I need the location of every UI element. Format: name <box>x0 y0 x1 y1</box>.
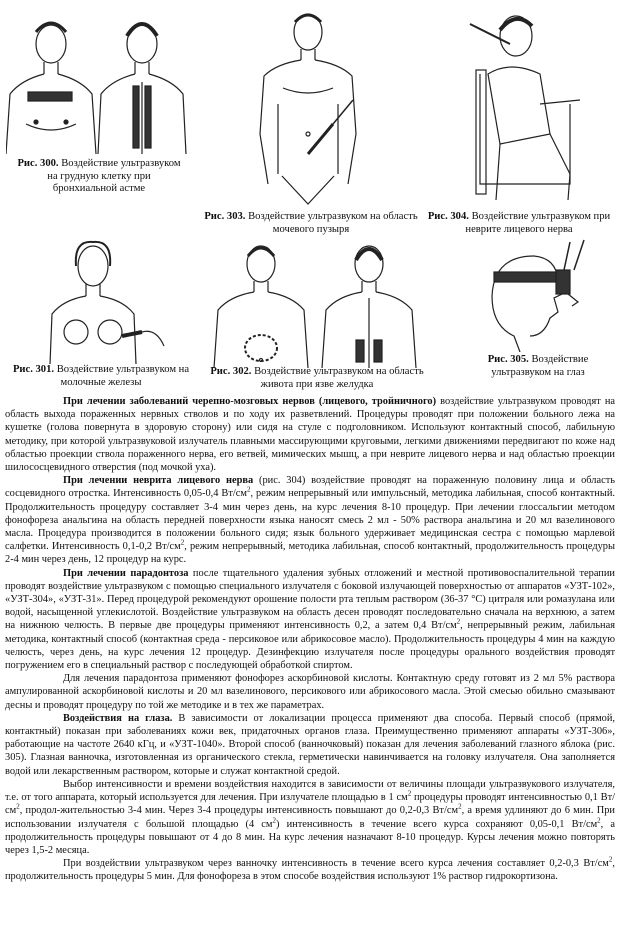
figure-number: Рис. 305. <box>487 354 529 365</box>
paragraph-text: , а продолжительность процедуры повышают от 4 до 8 мин. На курс лечения назначают 8-10 процедур. Курсы лечения можно повторять через 1,5-2 месяца. <box>5 818 616 856</box>
paragraph-text: (рис. 304) воздействие проводят на пораженную половину лица и область сосцевидного отростка. Интенсивность 0,05-0,4 Вт/см <box>5 475 615 500</box>
figure-number: Рис. 300. <box>17 158 59 169</box>
superscript: 2 <box>407 789 412 798</box>
paragraph-text: Выбор интенсивности и времени воздействия находится в зависимости от величины площади ультразвукового излучателя, т.е. от того аппарата, который используется для лечения. При излучателе площадью в 1 см <box>5 778 615 804</box>
paragraph-bath <box>5 857 615 883</box>
figure-number: Рис. 303. <box>204 211 246 222</box>
figure-caption-text: Воздействие ультразвуком на молочные железы <box>56 364 190 388</box>
paragraph-phonophoresis <box>5 672 615 712</box>
figure-305-caption <box>462 354 614 379</box>
superscript: 2 <box>246 485 251 494</box>
figure-301-illustration <box>38 236 168 364</box>
figure-caption-text: Воздействие ультразвуком на глаз <box>491 354 589 378</box>
figure-caption-text: Воздействие ультразвуком при неврите лицевого нерва <box>465 211 611 235</box>
figure-300-illustration <box>6 4 188 154</box>
paragraph-text: Для лечения парадонтоза применяют фонофорез аскорбиновой кислоты. Контактную среду готовят из 2 мл 5% раствора ампулированной аскорбиновой кислоты и 20 мл вазелинового, персикового или абрикосового масла. Этой смесью обильно смазывают десны и проводят процедуру по той же методике и в тех же параметрах. <box>5 673 615 711</box>
figure-caption-text: Воздействие ультразвуком на область живота при язве желудка <box>254 366 424 390</box>
paragraph-eyes <box>5 712 615 778</box>
paragraph-heading: При лечении заболеваний черепно-мозговых нервов (лицевого, тройничного) <box>63 396 437 407</box>
figure-304-caption <box>424 211 614 236</box>
figure-number: Рис. 304. <box>427 211 469 222</box>
paragraph-paradontosis <box>5 567 615 673</box>
figure-number: Рис. 302. <box>210 366 252 377</box>
figure-305-illustration <box>474 236 594 352</box>
paragraph-text: , а время удлиняют до 6 мин. При использовании излучателя с большой площадью (4 см <box>5 805 615 830</box>
paragraph-text: процедуры проводят интенсивностью 0,1 Вт/см <box>5 792 615 817</box>
superscript: 2 <box>608 855 613 864</box>
superscript: 2 <box>16 802 20 811</box>
figure-caption-text: Воздействие ультразвуком на область мочевого пузыря <box>248 211 418 235</box>
paragraph-text: , режим непрерывный, методика лабильная, способ контактный, продолжительность процедуры 2-4 мин через день, 12 процедур на курс. <box>5 541 615 566</box>
paragraph-cranial-nerves <box>5 395 615 474</box>
superscript: 2 <box>597 816 601 825</box>
paragraph-heading: При лечении парадонтоза <box>63 567 189 579</box>
paragraph-text: В зависимости от локализации процесса применяют два способа. Первый способ (прямой, контактный) показан при заболеваниях кожи век, придаточных органов глаза. Преимущественно применяют аппараты «УЗТ-306», работающие на частоте 2640 кГц, и «УЗТ-1040». Второй способ (ванночковый) показан для лечения заболеваний глазного яблока (рис. 305). Глазная ванночка, изготовленная из органического стекла, герметически навинчивается на головку излучателя. Она заполняется водой или лекарственным раствором, которые и служат контактной средой. <box>5 712 615 777</box>
superscript: 2 <box>272 816 276 825</box>
paragraph-heading: При лечении неврита лицевого нерва <box>63 475 254 487</box>
paragraph-text: , непрерывный режим, лабильная методика, контактный способ (контактная среда - персиковое или абрикосовое масло). Продолжительность процедуры 4 мин на каждую челюсть, через день, на курс лечения 12 процедур. Дезинфекцию излучателя после процедуры орального воздействия проводят погружением его в специальный раствор с последующей обработкой спиртом. <box>5 620 616 672</box>
figure-303-illustration <box>238 4 378 210</box>
paragraph-text: , режим непрерывный или импульсный, методика лабильная, способ контактный. Продолжительность процедуру составляет 3-4 мин через день, на курс лечения 8-10 процедур. При лечении глоссальгии методом фонофореза анальгина на область передней поверхности языка наносят смесь 2 мл - 50% раствора анальгина и 20 мл вазелинового масла. Процедура производится в положении больного сидя; язык больного удерживает медицинская сестра с помощью марлевой салфетки. Интенсивность 0,1-0,2 Вт/см <box>5 488 615 553</box>
body-text <box>5 395 615 884</box>
figure-number: Рис. 301. <box>12 364 55 375</box>
superscript: 2 <box>180 538 185 547</box>
paragraph-text: , продол-жительностью 3-4 мин. Через 3-4 процедуры интенсивность повышают до 0,2-0,3 Вт/см <box>19 805 459 817</box>
paragraph-facial-neuritis <box>5 474 615 566</box>
paragraph-text: после тщательного удаления зубных отложений и местной противовоспалительной терапии проводят воздействие ультразвуком с помощью специального излучателя с боковой излучающей поверхностью от аппаратов «УЗТ-102», «УЗТ-304», «УЗТ-31». Перед процедурой рекомендуют орошение полости рта теплым раствором (36-37 °С) цитраля или ромазулана или водой, насыщенной углекислотой. Воздействие ультразвуком на область десен проводят последовательно сначала на верхнюю, а затем на нижнюю челюсть. В первые две процедуры применяют интенсивность 0,2, а затем 0,4 Вт/см <box>5 567 615 632</box>
figure-301-caption <box>6 364 196 389</box>
paragraph-text: воздействие ультразвуком проводят на область выхода пораженных нервных стволов и по ходу их разветвлений. Процедуры проводят при положении больного лежа на кушетке (голова повернута в здоровую сторону) или сидя на стуле с подголовником. Используют контактный способ, лабильную методику, при которой ультразвуковой излучатель плавными массирующими круговыми, легкими движениями передвигают по коже над областью проекции ствола пораженного нерва, его ветвей, мимических мышц, а при неврите лицевого нерва и над областью проекции шилососцевидного отверстия (под мочкой уха). <box>5 396 615 474</box>
superscript: 2 <box>456 617 461 626</box>
figure-304-illustration <box>440 4 590 206</box>
figure-302-illustration <box>206 236 426 368</box>
figure-300-caption <box>14 158 184 196</box>
paragraph-text: , продолжительность процедуры 5 мин. Для фонофореза в этом способе воздействия используют 1% раствор гидрокортизона. <box>5 858 615 883</box>
figure-302-caption <box>204 366 430 391</box>
paragraph-text: ) интенсивность в течение всего курса сохраняют 0,05-0,1 Вт/см <box>276 818 598 830</box>
superscript: 2 <box>458 802 462 811</box>
figure-303-caption <box>200 211 422 236</box>
paragraph-heading: Воздействия на глаза. <box>63 712 173 724</box>
paragraph-intensity <box>5 778 615 857</box>
paragraph-text: При воздействии ультразвуком через ванночку интенсивность в течение всего курса лечения составляет 0,2-0,3 Вт/см <box>63 858 609 870</box>
figure-caption-text: Воздействие ультразвуком на грудную клетку при бронхиальной астме <box>47 158 181 195</box>
